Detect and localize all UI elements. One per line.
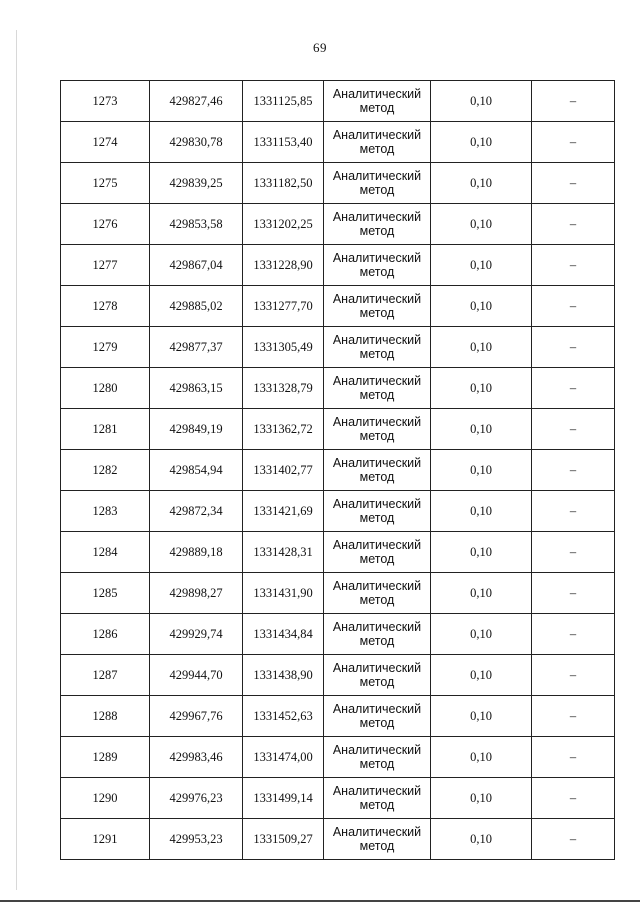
accuracy-cell: 0,10 — [431, 696, 532, 737]
note-cell: – — [532, 81, 615, 122]
method-cell: Аналитический метод — [324, 778, 431, 819]
x-coordinate-cell: 429872,34 — [150, 491, 243, 532]
table-row — [61, 122, 615, 163]
accuracy-cell: 0,10 — [431, 655, 532, 696]
table-row — [61, 245, 615, 286]
method-cell: Аналитический метод — [324, 450, 431, 491]
note-cell: – — [532, 491, 615, 532]
note-cell: – — [532, 532, 615, 573]
method-cell: Аналитический метод — [324, 122, 431, 163]
method-cell: Аналитический метод — [324, 696, 431, 737]
note-cell: – — [532, 163, 615, 204]
point-number-cell: 1282 — [61, 450, 150, 491]
y-coordinate-cell: 1331509,27 — [243, 819, 324, 860]
accuracy-cell: 0,10 — [431, 122, 532, 163]
point-number-cell: 1280 — [61, 368, 150, 409]
accuracy-cell: 0,10 — [431, 81, 532, 122]
x-coordinate-cell: 429877,37 — [150, 327, 243, 368]
accuracy-cell: 0,10 — [431, 450, 532, 491]
note-cell: – — [532, 245, 615, 286]
point-number-cell: 1290 — [61, 778, 150, 819]
table-row — [61, 696, 615, 737]
x-coordinate-cell: 429967,76 — [150, 696, 243, 737]
y-coordinate-cell: 1331434,84 — [243, 614, 324, 655]
method-cell: Аналитический метод — [324, 368, 431, 409]
note-cell: – — [532, 450, 615, 491]
table-row — [61, 286, 615, 327]
method-cell: Аналитический метод — [324, 409, 431, 450]
note-cell: – — [532, 737, 615, 778]
method-cell: Аналитический метод — [324, 81, 431, 122]
x-coordinate-cell: 429853,58 — [150, 204, 243, 245]
note-cell: – — [532, 655, 615, 696]
y-coordinate-cell: 1331362,72 — [243, 409, 324, 450]
table-row — [61, 409, 615, 450]
accuracy-cell: 0,10 — [431, 737, 532, 778]
point-number-cell: 1279 — [61, 327, 150, 368]
method-cell: Аналитический метод — [324, 819, 431, 860]
coordinates-table-body — [61, 81, 615, 860]
table-row — [61, 737, 615, 778]
method-cell: Аналитический метод — [324, 286, 431, 327]
point-number-cell: 1273 — [61, 81, 150, 122]
point-number-cell: 1286 — [61, 614, 150, 655]
page-edge-line — [16, 30, 17, 890]
x-coordinate-cell: 429944,70 — [150, 655, 243, 696]
method-cell: Аналитический метод — [324, 327, 431, 368]
y-coordinate-cell: 1331499,14 — [243, 778, 324, 819]
table-row — [61, 573, 615, 614]
y-coordinate-cell: 1331228,90 — [243, 245, 324, 286]
accuracy-cell: 0,10 — [431, 245, 532, 286]
table-row — [61, 614, 615, 655]
accuracy-cell: 0,10 — [431, 778, 532, 819]
table-row — [61, 163, 615, 204]
y-coordinate-cell: 1331328,79 — [243, 368, 324, 409]
point-number-cell: 1289 — [61, 737, 150, 778]
table-row — [61, 532, 615, 573]
y-coordinate-cell: 1331474,00 — [243, 737, 324, 778]
table-row — [61, 368, 615, 409]
x-coordinate-cell: 429976,23 — [150, 778, 243, 819]
x-coordinate-cell: 429929,74 — [150, 614, 243, 655]
y-coordinate-cell: 1331125,85 — [243, 81, 324, 122]
y-coordinate-cell: 1331452,63 — [243, 696, 324, 737]
note-cell: – — [532, 122, 615, 163]
x-coordinate-cell: 429898,27 — [150, 573, 243, 614]
note-cell: – — [532, 696, 615, 737]
method-cell: Аналитический метод — [324, 163, 431, 204]
x-coordinate-cell: 429953,23 — [150, 819, 243, 860]
method-cell: Аналитический метод — [324, 532, 431, 573]
y-coordinate-cell: 1331277,70 — [243, 286, 324, 327]
point-number-cell: 1281 — [61, 409, 150, 450]
table-row — [61, 81, 615, 122]
point-number-cell: 1287 — [61, 655, 150, 696]
point-number-cell: 1288 — [61, 696, 150, 737]
note-cell: – — [532, 409, 615, 450]
x-coordinate-cell: 429867,04 — [150, 245, 243, 286]
table-row — [61, 778, 615, 819]
x-coordinate-cell: 429983,46 — [150, 737, 243, 778]
point-number-cell: 1285 — [61, 573, 150, 614]
method-cell: Аналитический метод — [324, 491, 431, 532]
y-coordinate-cell: 1331438,90 — [243, 655, 324, 696]
table-row — [61, 450, 615, 491]
accuracy-cell: 0,10 — [431, 532, 532, 573]
accuracy-cell: 0,10 — [431, 409, 532, 450]
table-row — [61, 819, 615, 860]
point-number-cell: 1284 — [61, 532, 150, 573]
x-coordinate-cell: 429827,46 — [150, 81, 243, 122]
table-row — [61, 204, 615, 245]
y-coordinate-cell: 1331428,31 — [243, 532, 324, 573]
accuracy-cell: 0,10 — [431, 286, 532, 327]
x-coordinate-cell: 429889,18 — [150, 532, 243, 573]
y-coordinate-cell: 1331153,40 — [243, 122, 324, 163]
y-coordinate-cell: 1331402,77 — [243, 450, 324, 491]
accuracy-cell: 0,10 — [431, 204, 532, 245]
accuracy-cell: 0,10 — [431, 327, 532, 368]
x-coordinate-cell: 429830,78 — [150, 122, 243, 163]
point-number-cell: 1275 — [61, 163, 150, 204]
method-cell: Аналитический метод — [324, 204, 431, 245]
note-cell: – — [532, 204, 615, 245]
note-cell: – — [532, 573, 615, 614]
y-coordinate-cell: 1331431,90 — [243, 573, 324, 614]
note-cell: – — [532, 778, 615, 819]
y-coordinate-cell: 1331421,69 — [243, 491, 324, 532]
coordinates-table — [60, 80, 615, 860]
page-number: 69 — [313, 40, 327, 55]
method-cell: Аналитический метод — [324, 573, 431, 614]
x-coordinate-cell: 429854,94 — [150, 450, 243, 491]
note-cell: – — [532, 327, 615, 368]
x-coordinate-cell: 429863,15 — [150, 368, 243, 409]
point-number-cell: 1283 — [61, 491, 150, 532]
accuracy-cell: 0,10 — [431, 614, 532, 655]
point-number-cell: 1278 — [61, 286, 150, 327]
y-coordinate-cell: 1331182,50 — [243, 163, 324, 204]
y-coordinate-cell: 1331202,25 — [243, 204, 324, 245]
point-number-cell: 1277 — [61, 245, 150, 286]
note-cell: – — [532, 286, 615, 327]
note-cell: – — [532, 368, 615, 409]
accuracy-cell: 0,10 — [431, 491, 532, 532]
accuracy-cell: 0,10 — [431, 573, 532, 614]
y-coordinate-cell: 1331305,49 — [243, 327, 324, 368]
accuracy-cell: 0,10 — [431, 368, 532, 409]
table-row — [61, 655, 615, 696]
method-cell: Аналитический метод — [324, 614, 431, 655]
method-cell: Аналитический метод — [324, 655, 431, 696]
point-number-cell: 1274 — [61, 122, 150, 163]
accuracy-cell: 0,10 — [431, 163, 532, 204]
point-number-cell: 1276 — [61, 204, 150, 245]
method-cell: Аналитический метод — [324, 245, 431, 286]
accuracy-cell: 0,10 — [431, 819, 532, 860]
x-coordinate-cell: 429885,02 — [150, 286, 243, 327]
method-cell: Аналитический метод — [324, 737, 431, 778]
x-coordinate-cell: 429849,19 — [150, 409, 243, 450]
bottom-rule — [0, 900, 640, 902]
point-number-cell: 1291 — [61, 819, 150, 860]
x-coordinate-cell: 429839,25 — [150, 163, 243, 204]
table-row — [61, 491, 615, 532]
note-cell: – — [532, 819, 615, 860]
table-row — [61, 327, 615, 368]
note-cell: – — [532, 614, 615, 655]
